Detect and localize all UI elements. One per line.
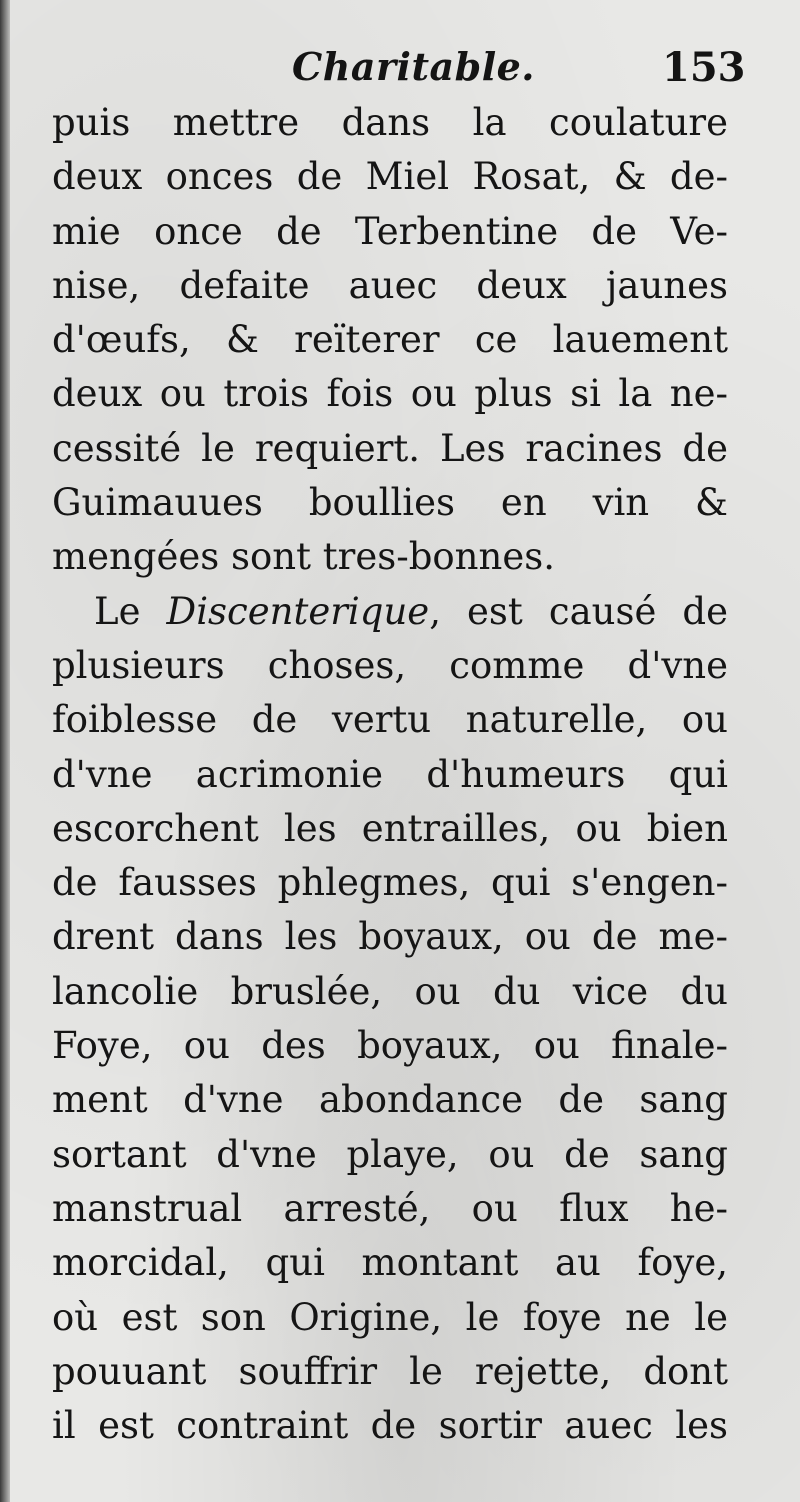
page-gutter-edge xyxy=(0,0,10,1502)
paragraph-rest: , est causé de xyxy=(429,589,728,633)
text-line: mengées sont tres-bonnes. xyxy=(52,535,555,579)
paragraph-lead: Le xyxy=(94,589,167,633)
text-line: ment d'vne abondance de sang xyxy=(52,1078,728,1122)
text-line: Guimauues boullies en vin & xyxy=(52,481,728,525)
text-line: escorchent les entrailles, ou bien xyxy=(52,806,728,850)
running-head xyxy=(0,40,800,100)
text-line: manstrual arresté, ou flux he- xyxy=(52,1186,728,1230)
text-line: deux onces de Miel Rosat, & de- xyxy=(52,155,728,199)
text-line: où est son Origine, le foye ne le xyxy=(52,1295,728,1339)
italic-term: Discenterique xyxy=(166,589,430,633)
text-line: sortant d'vne playe, ou de sang xyxy=(52,1132,728,1176)
text-line: nise, defaite auec deux jaunes xyxy=(52,263,728,307)
running-title: Charitable. xyxy=(292,44,536,89)
text-line: Foye, ou des boyaux, ou finale- xyxy=(52,1024,728,1068)
text-line: il est contraint de sortir auec les xyxy=(52,1404,728,1448)
text-line: plusieurs choses, comme d'vne xyxy=(52,643,728,687)
text-line: de fausses phlegmes, qui s'engen- xyxy=(52,861,728,905)
text-line: pouuant souffrir le rejette, dont xyxy=(52,1349,728,1393)
text-line: d'œufs, & reïterer ce lauement xyxy=(52,318,728,362)
text-line: foiblesse de vertu naturelle, ou xyxy=(52,698,728,742)
text-line: d'vne acrimonie d'humeurs qui xyxy=(52,752,728,796)
text-line: puis mettre dans la coulature xyxy=(52,101,728,144)
body-text xyxy=(52,96,728,1453)
text-line: mie once de Terbentine de Ve- xyxy=(52,209,728,253)
paragraph-start-line xyxy=(52,585,728,639)
text-line: morcidal, qui montant au foye, xyxy=(52,1241,728,1285)
text-line: deux ou trois fois ou plus si la ne- xyxy=(52,372,728,416)
text-line: cessité le requiert. Les racines de xyxy=(52,426,728,470)
text-line: lancolie bruslée, ou du vice du xyxy=(52,969,728,1013)
page-number: 153 xyxy=(662,44,746,91)
text-line: drent dans les boyaux, ou de me- xyxy=(52,915,728,959)
